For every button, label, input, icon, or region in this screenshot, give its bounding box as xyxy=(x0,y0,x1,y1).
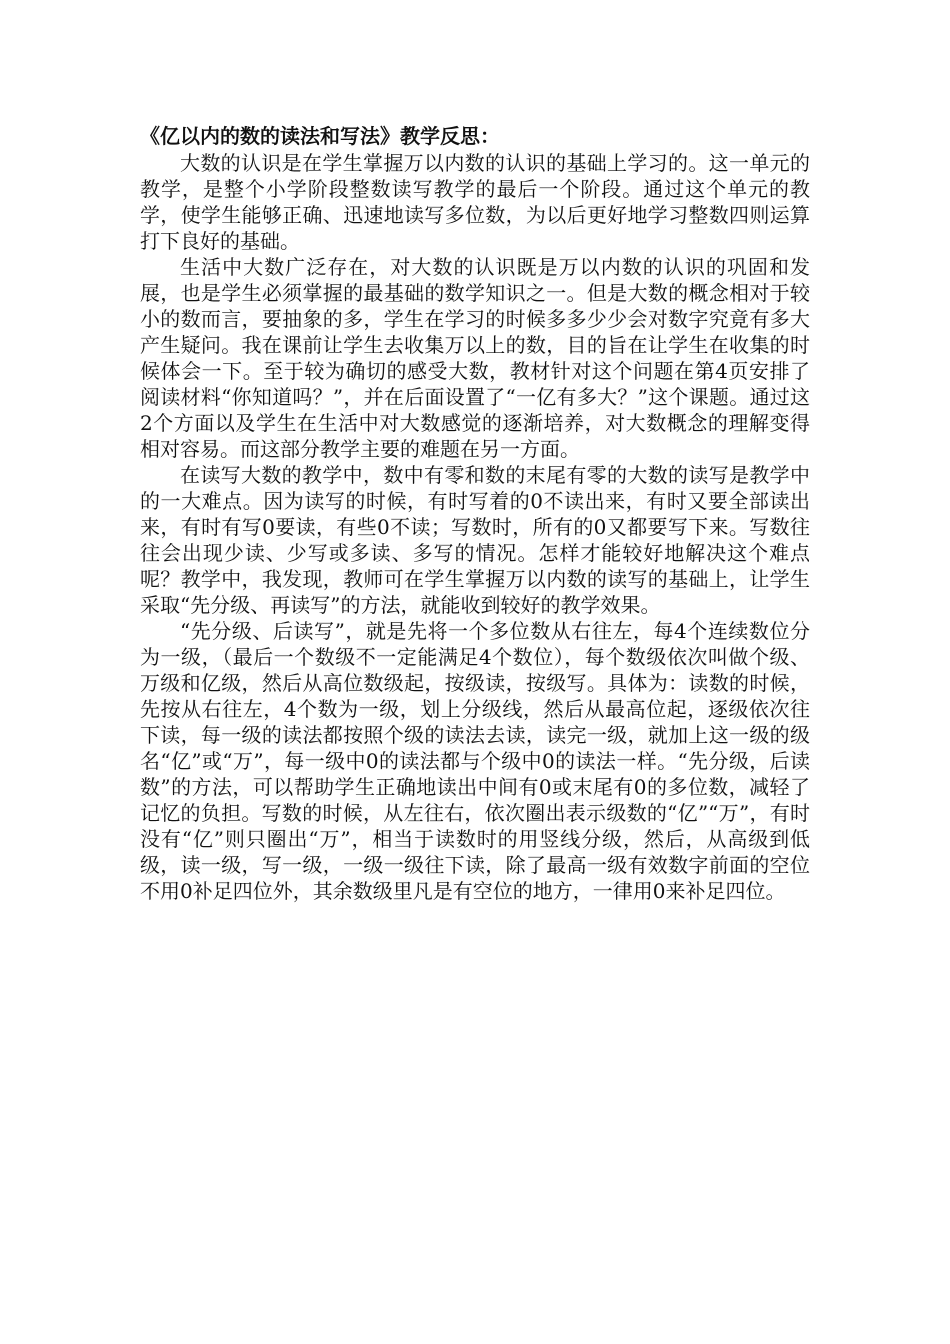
paragraph-3: 在读写大数的教学中，数中有零和数的末尾有零的大数的读写是教学中的一大难点。因为读写的时候，有时写着的0不读出来，有时又要全部读出来，有时有写0要读，有些0不读；写数时，所有的0又都要写下来。写数往往会出现少读、少写或多读、多写的情况。怎样才能较好地解决这个难点呢？教学中，我发现，教师可在学生掌握万以内数的读写的基础上，让学生采取“先分级、再读写”的方法，就能收到较好的教学效果。 xyxy=(140,463,810,617)
paragraph-1: 大数的认识是在学生掌握万以内数的认识的基础上学习的。这一单元的教学，是整个小学阶段整数读写教学的最后一个阶段。通过这个单元的教学，使学生能够正确、迅速地读写多位数，为以后更好地学习整数四则运算打下良好的基础。 xyxy=(140,151,810,253)
document-body xyxy=(140,122,810,904)
paragraph-4: “先分级、后读写”，就是先将一个多位数从右往左，每4个连续数位分为一级，（最后一个数级不一定能满足4个数位），每个数级依次叫做个级、万级和亿级，然后从高位数级起，按级读，按级写。具体为：读数的时候，先按从右往左，4个数为一级，划上分级线，然后从最高位起，逐级依次往下读，每一级的读法都按照个级的读法去读，读完一级，就加上这一级的级名“亿”或“万”，每一级中0的读法都与个级中0的读法一样。“先分级，后读数”的方法，可以帮助学生正确地读出中间有0或末尾有0的多位数，减轻了记忆的负担。写数的时候，从左往右，依次圈出表示级数的“亿”“万”，有时没有“亿”则只圈出“万”，相当于读数时的用竖线分级，然后，从高级到低级，读一级，写一级，一级一级往下读，除了最高一级有效数字前面的空位不用0补足四位外，其余数级里凡是有空位的地方，一律用0来补足四位。 xyxy=(140,619,810,903)
paragraph-2: 生活中大数广泛存在，对大数的认识既是万以内数的认识的巩固和发展，也是学生必须掌握的最基础的数学知识之一。但是大数的概念相对于较小的数而言，要抽象的多，学生在学习的时候多多少少会对数字究竟有多大产生疑问。我在课前让学生去收集万以上的数，目的旨在让学生在收集的时候体会一下。至于较为确切的感受大数，教材针对这个问题在第4页安排了阅读材料“你知道吗？”，并在后面设置了“一亿有多大？”这个课题。通过这2个方面以及学生在生活中对大数感觉的逐渐培养，对大数概念的理解变得相对容易。而这部分教学主要的难题在另一方面。 xyxy=(140,255,810,461)
document-title: 《亿以内的数的读法和写法》教学反思： xyxy=(140,124,500,148)
